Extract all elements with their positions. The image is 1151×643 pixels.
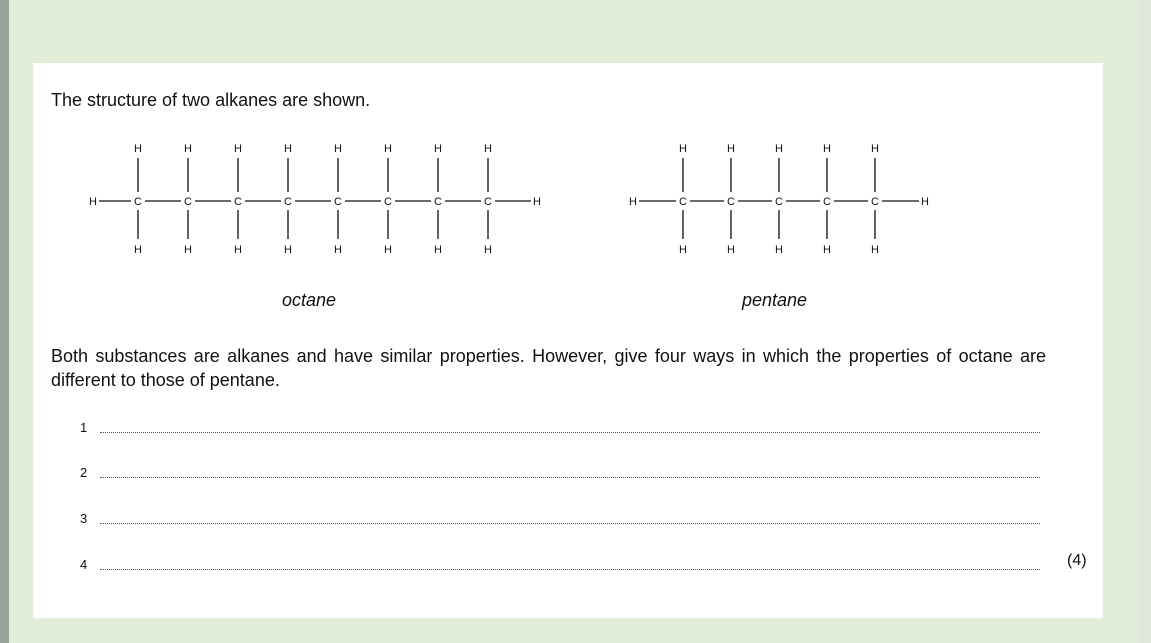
carbon-atom: C xyxy=(775,196,783,208)
hydrogen-atom: H xyxy=(679,244,687,256)
answer-dotted-line xyxy=(100,569,1040,570)
hydrogen-atom: H xyxy=(484,244,492,256)
answer-line-2[interactable] xyxy=(80,460,1040,480)
carbon-atom: C xyxy=(384,196,392,208)
hydrogen-atom: H xyxy=(871,143,879,155)
hydrogen-atom: H xyxy=(184,143,192,155)
carbon-atom: C xyxy=(823,196,831,208)
hydrogen-atom: H xyxy=(134,244,142,256)
question-prompt: Both substances are alkanes and have similar properties. However, give four ways in which the properties of octane are different to those of pentane. xyxy=(51,346,1046,390)
pentane-caption: pentane xyxy=(742,290,808,310)
answer-dotted-line xyxy=(100,477,1040,478)
hydrogen-atom: H xyxy=(434,244,442,256)
hydrogen-atom: H xyxy=(775,143,783,155)
hydrogen-atom: H xyxy=(284,244,292,256)
hydrogen-atom: H xyxy=(775,244,783,256)
hydrogen-atom: H xyxy=(184,244,192,256)
answer-line-3[interactable] xyxy=(80,506,1040,526)
answer-number: 2 xyxy=(80,465,88,480)
hydrogen-atom: H xyxy=(533,196,541,208)
hydrogen-atom: H xyxy=(727,143,735,155)
octane-caption: octane xyxy=(282,290,337,310)
carbon-atom: C xyxy=(679,196,687,208)
question-intro: The structure of two alkanes are shown. xyxy=(51,90,371,110)
marks-available: (4) xyxy=(1067,552,1087,569)
hydrogen-atom: H xyxy=(234,244,242,256)
hydrogen-atom: H xyxy=(234,143,242,155)
carbon-atom: C xyxy=(434,196,442,208)
hydrogen-atom: H xyxy=(484,143,492,155)
hydrogen-atom: H xyxy=(284,143,292,155)
hydrogen-atom: H xyxy=(134,143,142,155)
hydrogen-atom: H xyxy=(89,196,97,208)
answer-line-4[interactable] xyxy=(80,552,1040,572)
hydrogen-atom: H xyxy=(384,244,392,256)
answer-number: 4 xyxy=(80,557,88,572)
carbon-atom: C xyxy=(284,196,292,208)
hydrogen-atom: H xyxy=(434,143,442,155)
answer-line-1[interactable] xyxy=(80,415,1040,435)
hydrogen-atom: H xyxy=(334,143,342,155)
hydrogen-atom: H xyxy=(384,143,392,155)
answer-number: 1 xyxy=(80,420,88,435)
answer-number: 3 xyxy=(80,511,88,526)
carbon-atom: C xyxy=(234,196,242,208)
carbon-atom: C xyxy=(334,196,342,208)
hydrogen-atom: H xyxy=(871,244,879,256)
hydrogen-atom: H xyxy=(334,244,342,256)
carbon-atom: C xyxy=(871,196,879,208)
hydrogen-atom: H xyxy=(629,196,637,208)
carbon-atom: C xyxy=(134,196,142,208)
hydrogen-atom: H xyxy=(823,143,831,155)
hydrogen-atom: H xyxy=(823,244,831,256)
hydrogen-atom: H xyxy=(679,143,687,155)
carbon-atom: C xyxy=(727,196,735,208)
carbon-atom: C xyxy=(184,196,192,208)
carbon-atom: C xyxy=(484,196,492,208)
hydrogen-atom: H xyxy=(921,196,929,208)
hydrogen-atom: H xyxy=(727,244,735,256)
answer-dotted-line xyxy=(100,523,1040,524)
answer-dotted-line xyxy=(100,432,1040,433)
